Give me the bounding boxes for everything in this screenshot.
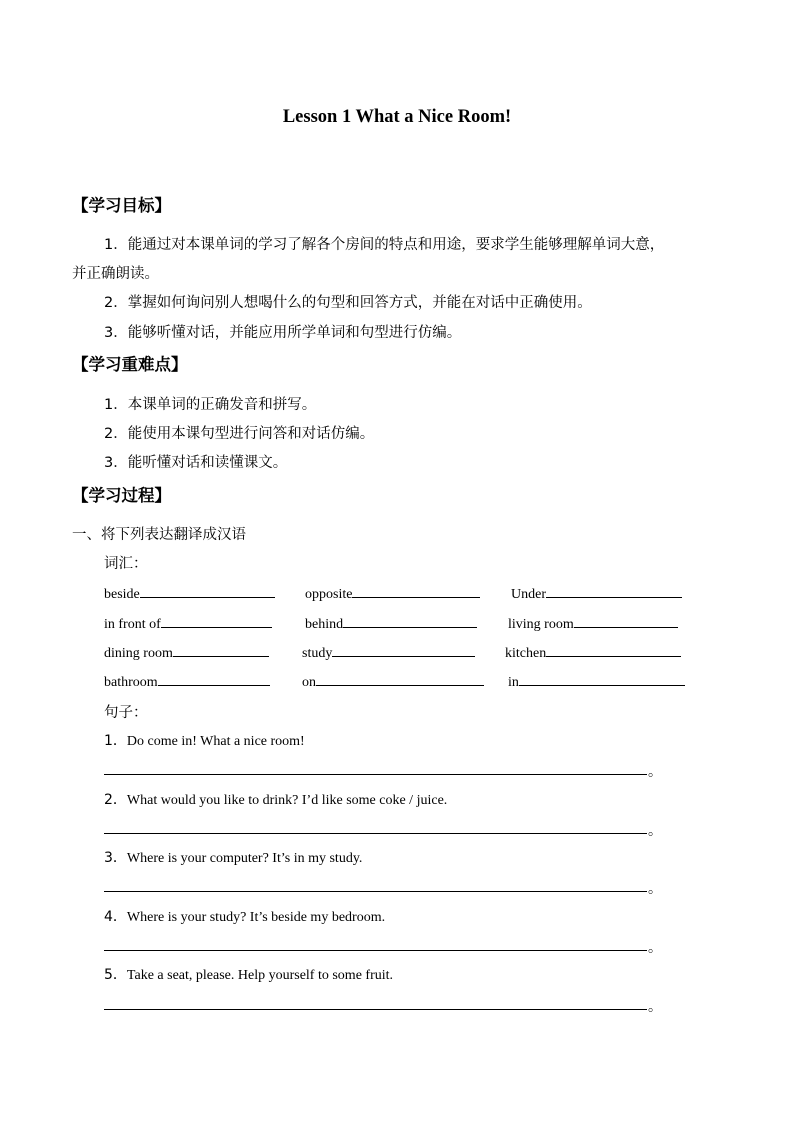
- answer-line[interactable]: [104, 833, 647, 834]
- vocab-item: on: [302, 672, 484, 691]
- sentence-item: 5．Take a seat, please. Help yourself to some fruit.: [104, 967, 394, 983]
- sentence-label: 句子：: [104, 705, 148, 721]
- answer-line[interactable]: [104, 891, 647, 892]
- answer-period: 。: [648, 764, 662, 780]
- answer-period: 。: [648, 881, 662, 897]
- answer-period: 。: [648, 940, 662, 956]
- vocab-item: opposite: [305, 584, 480, 603]
- objectives-heading: 【学习目标】: [72, 196, 171, 215]
- vocab-item: kitchen: [505, 643, 681, 662]
- sentence-item: 4．Where is your study? It’s beside my bedroom.: [104, 909, 386, 925]
- vocab-item: in front of: [104, 614, 272, 633]
- objective-item-1-cont: 并正确朗读。: [72, 266, 159, 282]
- answer-line[interactable]: [104, 1009, 647, 1010]
- vocab-item: beside: [104, 584, 275, 603]
- vocab-label: 词汇：: [104, 556, 148, 572]
- key-point-item-1: 1．本课单词的正确发音和拼写。: [104, 397, 317, 413]
- vocab-item: bathroom: [104, 672, 270, 691]
- sentence-item: 3．Where is your computer? It’s in my study.: [104, 850, 363, 866]
- answer-line[interactable]: [104, 774, 647, 775]
- sentence-item: 1．Do come in! What a nice room!: [104, 733, 305, 749]
- vocab-item: in: [508, 672, 685, 691]
- process-heading: 【学习过程】: [72, 486, 171, 505]
- vocab-item: Under: [511, 584, 682, 603]
- vocab-item: living room: [508, 614, 678, 633]
- key-point-item-2: 2．能使用本课句型进行问答和对话仿编。: [104, 426, 375, 442]
- vocab-item: behind: [305, 614, 477, 633]
- sentence-item: 2．What would you like to drink? I’d like some coke / juice.: [104, 792, 448, 808]
- objective-item-3: 3．能够听懂对话，并能应用所学单词和句型进行仿编。: [104, 325, 462, 341]
- key-point-item-3: 3．能听懂对话和读懂课文。: [104, 455, 288, 471]
- objective-item-1: 1．能通过对本课单词的学习了解各个房间的特点和用途，要求学生能够理解单词大意，: [104, 237, 665, 253]
- vocab-item: study: [302, 643, 475, 662]
- answer-period: 。: [648, 999, 662, 1015]
- answer-period: 。: [648, 823, 662, 839]
- vocab-item: dining room: [104, 643, 269, 662]
- objective-item-2: 2．掌握如何询问别人想喝什么的句型和回答方式，并能在对话中正确使用。: [104, 295, 592, 311]
- section-1-title: 一、将下列表达翻译成汉语: [72, 527, 246, 543]
- answer-line[interactable]: [104, 950, 647, 951]
- page-title: Lesson 1 What a Nice Room!: [282, 107, 512, 127]
- key-points-heading: 【学习重难点】: [72, 355, 188, 374]
